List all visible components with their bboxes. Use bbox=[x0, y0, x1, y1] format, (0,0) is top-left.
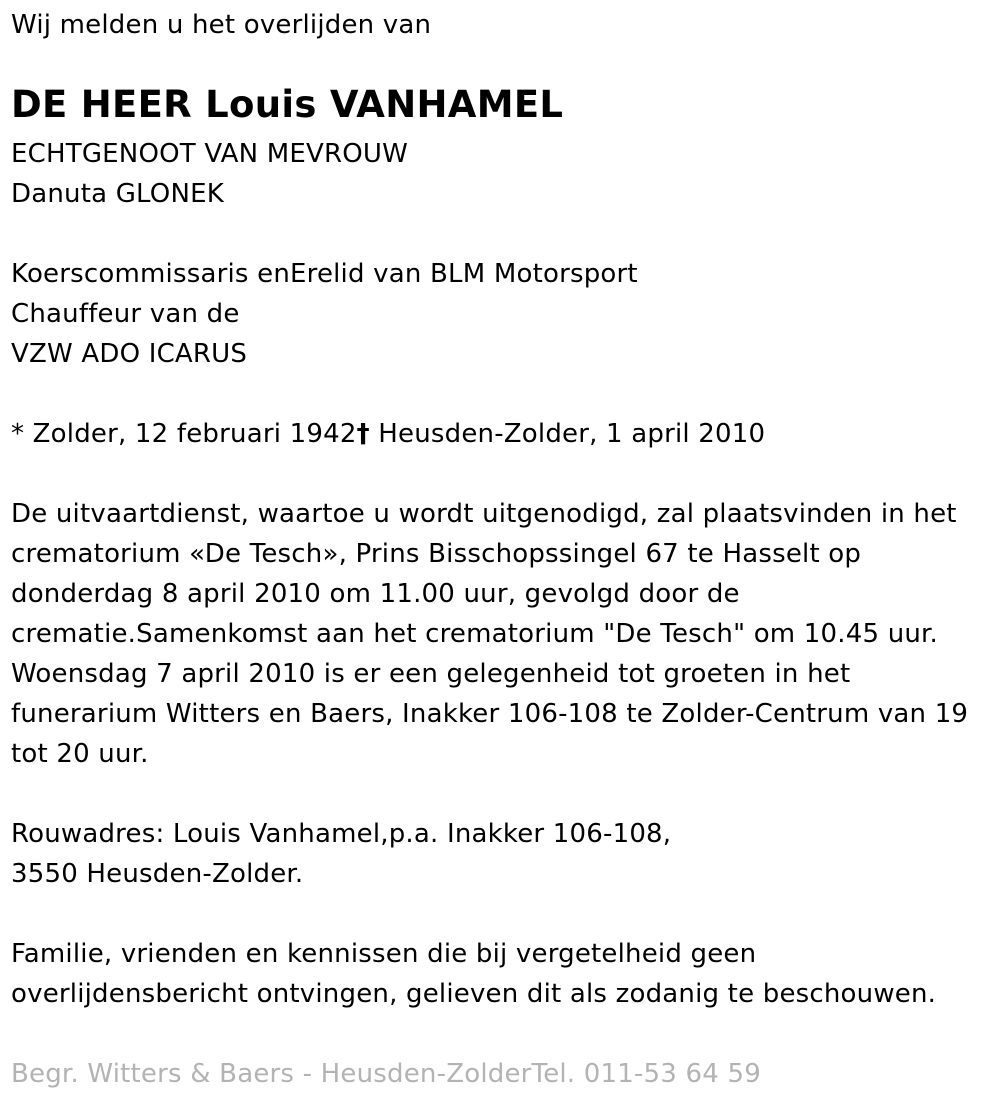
service-paragraph bbox=[11, 494, 986, 774]
deceased-name: DE HEER Louis VANHAMEL bbox=[11, 83, 564, 126]
intro-text: Wij melden u het overlijden van bbox=[11, 10, 432, 40]
birth-date: * Zolder, 12 februari 1942 bbox=[11, 419, 357, 449]
role-line: VZW ADO ICARUS bbox=[11, 339, 248, 369]
service-line: tot 20 uur. bbox=[11, 739, 149, 769]
service-line: donderdag 8 april 2010 om 11.00 uur, gevolgd door de bbox=[11, 579, 740, 609]
address-line: 3550 Heusden-Zolder. bbox=[11, 859, 304, 889]
death-date: Heusden-Zolder, 1 april 2010 bbox=[369, 419, 766, 449]
spouse-name: Danuta GLONEK bbox=[11, 179, 224, 209]
mourning-address bbox=[11, 814, 986, 894]
role-line: Chauffeur van de bbox=[11, 299, 240, 329]
service-line: De uitvaartdienst, waartoe u wordt uitgenodigd, zal plaatsvinden in het bbox=[11, 499, 957, 529]
funeral-home-footer: Begr. Witters & Baers - Heusden-ZolderTel. 011-53 64 59 bbox=[11, 1059, 761, 1089]
service-line: Woensdag 7 april 2010 is er een gelegenheid tot groeten in het bbox=[11, 659, 851, 689]
notice-paragraph bbox=[11, 934, 986, 1014]
address-line: Rouwadres: Louis Vanhamel,p.a. Inakker 106-108, bbox=[11, 819, 672, 849]
cross-icon: † bbox=[356, 419, 370, 449]
service-line: crematorium «De Tesch», Prins Bisschopssingel 67 te Hasselt op bbox=[11, 539, 862, 569]
service-line: funerarium Witters en Baers, Inakker 106-108 te Zolder-Centrum van 19 bbox=[11, 699, 969, 729]
life-dates bbox=[11, 414, 765, 454]
role-line: Koerscommissaris enErelid van BLM Motorsport bbox=[11, 259, 638, 289]
notice-line: overlijdensbericht ontvingen, gelieven dit als zodanig te beschouwen. bbox=[11, 979, 937, 1009]
notice-line: Familie, vrienden en kennissen die bij vergetelheid geen bbox=[11, 939, 757, 969]
service-line: crematie.Samenkomst aan het crematorium "De Tesch" om 10.45 uur. bbox=[11, 619, 939, 649]
spouse-label: ECHTGENOOT VAN MEVROUW bbox=[11, 139, 409, 169]
